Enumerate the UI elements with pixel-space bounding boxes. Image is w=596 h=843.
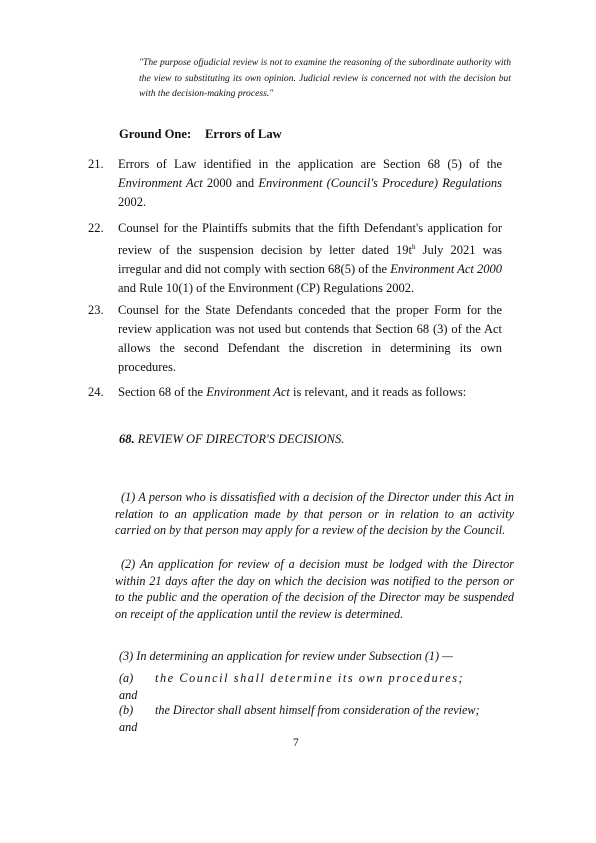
- italic-citation: Environment Act: [118, 176, 203, 190]
- subclause-a: [119, 670, 514, 703]
- paragraph-number: 22.: [88, 221, 104, 235]
- italic-citation: Environment Act 2000: [390, 262, 502, 277]
- statute-subsection-2: (2) An application for review of a decision must be lodged with the Director within 21 days after the day on which the decision was notified to the person or to the public and the operation of the decision of the Director may be suspended on receipt of the application until the review is determined.: [115, 557, 514, 621]
- text-run: Counsel for the State Defendants conceded that the proper Form for the review application was not used but contends that Section 68 (3) of the Act allows the second Defendant the discretion in determining its own procedures.: [118, 303, 502, 374]
- section-title: [119, 432, 344, 447]
- italic-citation: Environment (Council's Procedure) Regulations: [258, 176, 502, 190]
- statute-subsection-1: (1) A person who is dissatisfied with a decision of the Director under this Act in relation to an application made by that person or in relation to an activity carried on by that person may apply for a review of the decision by the Council.: [115, 490, 514, 537]
- paragraph-text: [118, 219, 502, 298]
- subclause-tail: and: [119, 687, 138, 702]
- ground-label: Ground One:: [119, 127, 192, 141]
- statute-subsection-3: (3) In determining an application for review under Subsection (1) —: [119, 649, 453, 663]
- paragraph-number: 23.: [88, 303, 104, 317]
- text-run: and Rule 10(1) of the Environment (CP) Regulations 2002.: [118, 281, 415, 296]
- subclause-text: the Council shall determine its own procedures;: [155, 671, 465, 685]
- section-heading: REVIEW OF DIRECTOR'S DECISIONS.: [137, 432, 345, 446]
- subclause-label: (a): [119, 671, 134, 685]
- paragraph-text: [118, 155, 502, 212]
- page-number: 7: [293, 737, 299, 749]
- text-run: 2000 and: [202, 176, 259, 190]
- paragraph-number: 24.: [88, 385, 104, 399]
- text-run: July 2021 was irregular and did not comply with section 68(5) of the: [118, 243, 503, 277]
- text-run: 2002.: [118, 195, 147, 209]
- block-quote: "The purpose ofjudicial review is not to examine the reasoning of the subordinate authority with the view to substituting its own opinion. Judicial review is concerned not with the decision but with the decision-making process.": [139, 57, 511, 99]
- superscript-text: h: [412, 243, 416, 251]
- paragraph-text: [118, 301, 502, 377]
- subclause-b: [119, 702, 514, 735]
- section-number: 68.: [119, 432, 135, 446]
- text-run: Counsel for the Plaintiffs submits that the fifth Defendant's application for review of the suspension decision by letter dated 19t: [118, 221, 502, 258]
- subclause-label: (b): [119, 703, 134, 717]
- paragraph-text: [118, 383, 502, 402]
- paragraph-number: 21.: [88, 157, 104, 171]
- ground-title: Errors of Law: [205, 127, 282, 141]
- text-run: Section 68 of the: [118, 385, 207, 399]
- text-run: is relevant, and it reads as follows:: [289, 385, 467, 399]
- italic-citation: Environment Act: [206, 385, 290, 399]
- subclause-text: the Director shall absent himself from consideration of the review;: [155, 703, 480, 717]
- subclause-tail: and: [119, 719, 138, 734]
- text-run: Errors of Law identified in the application are Section 68 (5) of the: [118, 157, 502, 171]
